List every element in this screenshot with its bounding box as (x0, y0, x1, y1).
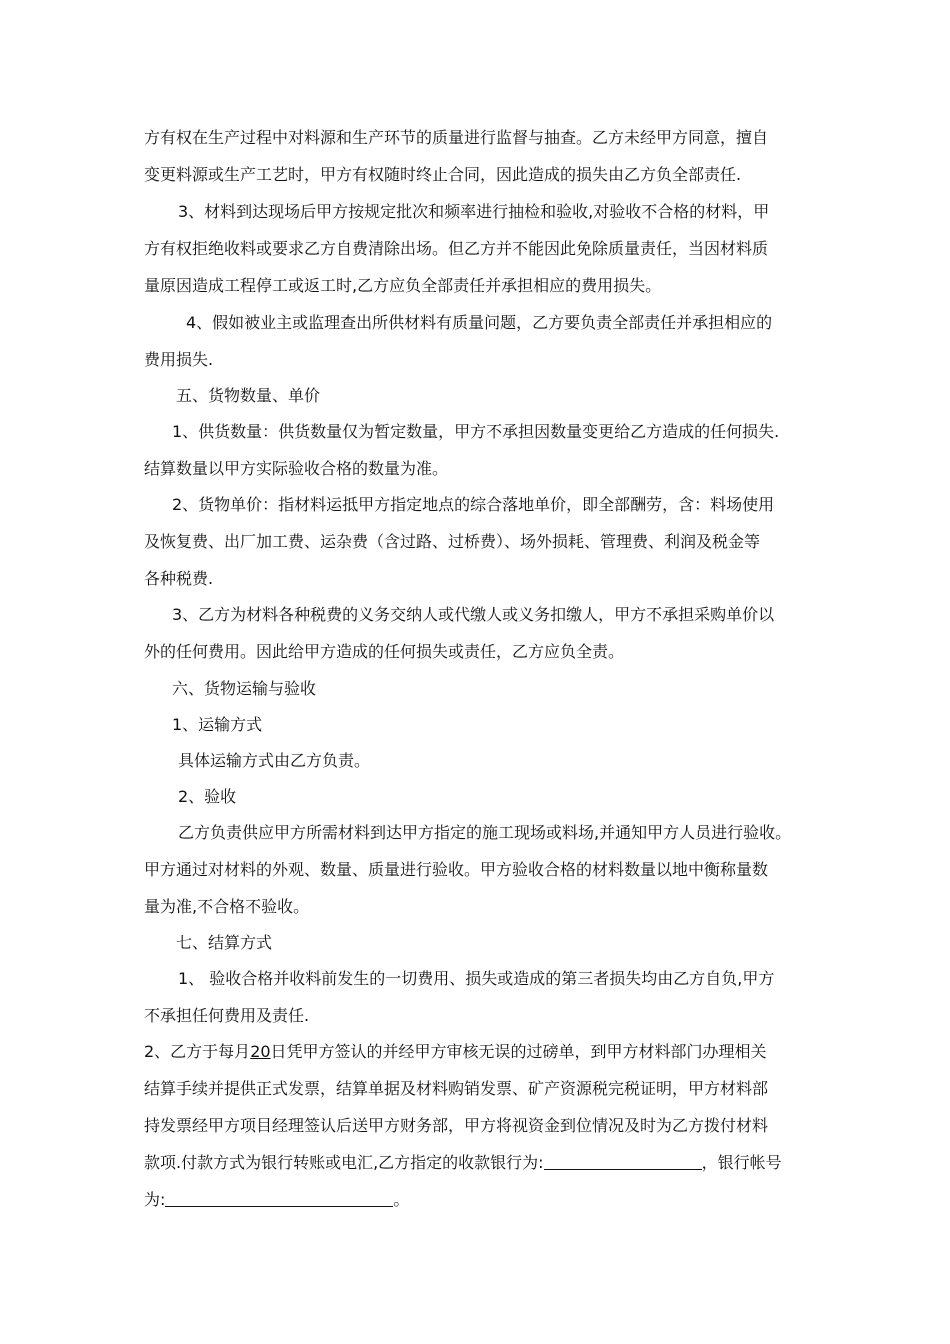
text-line: 乙方负责供应甲方所需材料到达甲方指定的施工现场或料场,并通知甲方人员进行验收。 (178, 823, 792, 842)
bank-name-blank[interactable] (544, 1153, 702, 1170)
text-line: 量原因造成工程停工或返工时,乙方应负全部责任并承担相应的费用损失。 (144, 276, 662, 295)
text-segment: 2、乙方于每月 (144, 1042, 251, 1061)
text-line: 外的任何费用。因此给甲方造成的任何损失或责任，乙方应负全责。 (144, 642, 625, 661)
text-line: 结算数量以甲方实际验收合格的数量为准。 (144, 459, 449, 478)
section-heading: 五、货物数量、单价 (176, 386, 321, 405)
settlement-day: 20 (250, 1042, 271, 1061)
text-line (144, 1153, 782, 1173)
text-line (144, 1190, 409, 1210)
text-line: 费用损失. (144, 350, 214, 369)
text-line: 具体运输方式由乙方负责。 (178, 751, 371, 770)
text-segment: 为: (144, 1190, 166, 1209)
text-line: 方有权在生产过程中对料源和生产环节的质量进行监督与抽查。乙方未经甲方同意，擅自 (144, 128, 769, 147)
text-line: 不承担任何费用及责任. (144, 1006, 310, 1025)
text-line (144, 1042, 767, 1062)
subsection-heading: 1、运输方式 (172, 715, 263, 734)
section-heading: 六、货物运输与验收 (172, 679, 317, 698)
text-line: 4、假如被业主或监理查出所供材料有质量问题，乙方要负责全部责任并承担相应的 (186, 313, 773, 332)
text-line: 3、乙方为材料各种税费的义务交纳人或代缴人或义务扣缴人，甲方不承担采购单价以 (172, 605, 775, 624)
text-line: 1、 验收合格并收料前发生的一切费用、损失或造成的第三者损失均由乙方自负,甲方 (178, 969, 775, 988)
text-line: 变更料源或生产工艺时，甲方有权随时终止合同，因此造成的损失由乙方负全部责任. (144, 165, 742, 184)
text-line: 甲方通过对材料的外观、数量、质量进行验收。甲方验收合格的材料数量以地中衡称量数 (144, 860, 769, 879)
text-segment: ，银行帐号 (701, 1153, 782, 1172)
text-line: 方有权拒绝收料或要求乙方自费清除出场。但乙方并不能因此免除质量责任，当因材料质 (144, 239, 769, 258)
text-line: 2、货物单价：指材料运抵甲方指定地点的综合落地单价，即全部酬劳，含：料场使用 (172, 495, 775, 514)
text-line: 持发票经甲方项目经理签认后送甲方财务部，甲方将视资金到位情况及时为乙方拨付材料 (144, 1116, 769, 1135)
section-heading: 七、结算方式 (176, 933, 273, 952)
text-line: 3、材料到达现场后甲方按规定批次和频率进行抽检和验收,对验收不合格的材料，甲 (178, 202, 770, 221)
text-line: 1、供货数量：供货数量仅为暂定数量，甲方不承担因数量变更给乙方造成的任何损失. (172, 422, 780, 441)
text-segment: 款项.付款方式为银行转账或电汇,乙方指定的收款银行为: (144, 1153, 544, 1172)
text-segment: 。 (393, 1190, 410, 1209)
text-line: 量为准,不合格不验收。 (144, 897, 310, 916)
bank-account-blank[interactable] (165, 1190, 393, 1207)
subsection-heading: 2、验收 (178, 787, 237, 806)
text-line: 及恢复费、出厂加工费、运杂费（含过路、过桥费）、场外损耗、管理费、利润及税金等 (144, 532, 761, 551)
text-line: 结算手续并提供正式发票，结算单据及材料购销发票、矿产资源税完税证明，甲方材料部 (144, 1079, 769, 1098)
text-line: 各种税费. (144, 569, 214, 588)
text-segment: 日凭甲方签认的并经甲方审核无误的过磅单，到甲方材料部门办理相关 (270, 1042, 767, 1061)
